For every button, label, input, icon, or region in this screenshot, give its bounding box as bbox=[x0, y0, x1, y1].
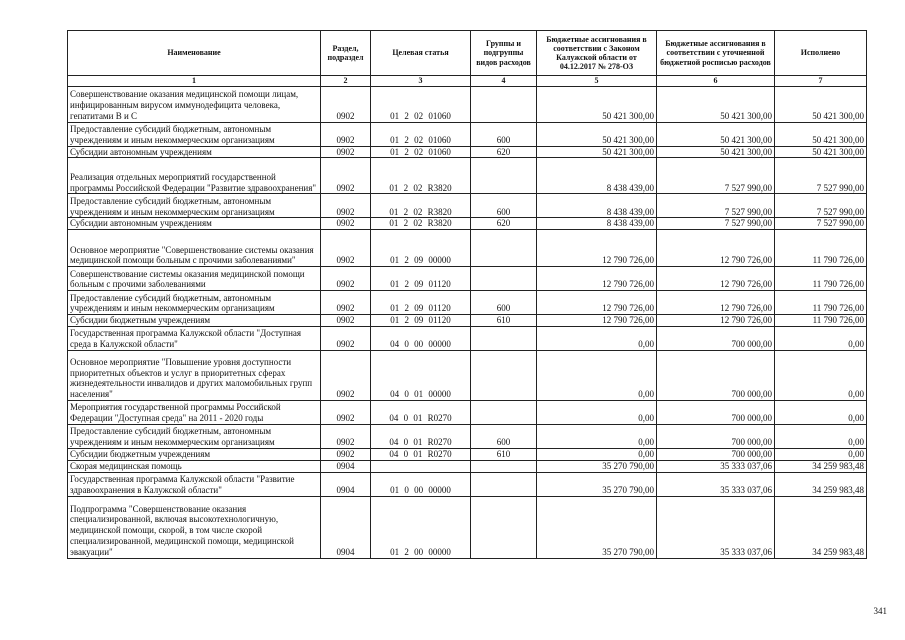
table-row bbox=[68, 86, 867, 122]
table-body bbox=[68, 86, 867, 558]
table-cell-revised: 50 421 300,00 bbox=[657, 146, 775, 158]
table-cell-law: 12 790 726,00 bbox=[537, 291, 657, 315]
table-cell-name: Основное мероприятие "Повышение уровня доступности приоритетных объектов и услуг в приоритетных сферах жизнедеятельности инвалидов и других маломобильных групп населения" bbox=[68, 350, 321, 400]
table-cell-revised: 35 333 037,06 bbox=[657, 460, 775, 472]
colnum-1: 1 bbox=[68, 76, 321, 87]
table-cell-revised: 12 790 726,00 bbox=[657, 291, 775, 315]
table-cell-section: 0902 bbox=[321, 326, 371, 350]
table-cell-name: Предоставление субсидий бюджетным, автономным учреждениям и иным некоммерческим организациям bbox=[68, 194, 321, 218]
colnum-2: 2 bbox=[321, 76, 371, 87]
table-cell-revised: 700 000,00 bbox=[657, 424, 775, 448]
table-cell-target: 04 0 01 R0270 bbox=[371, 448, 471, 460]
table-cell-law: 35 270 790,00 bbox=[537, 472, 657, 496]
table-cell-target: 01 2 02 R3820 bbox=[371, 218, 471, 230]
table-cell-group bbox=[471, 158, 537, 194]
table-cell-target bbox=[371, 460, 471, 472]
table-cell-revised: 700 000,00 bbox=[657, 448, 775, 460]
table-cell-group bbox=[471, 350, 537, 400]
table-row bbox=[68, 122, 867, 146]
table-cell-law: 0,00 bbox=[537, 448, 657, 460]
table-cell-section: 0902 bbox=[321, 230, 371, 267]
table-cell-executed: 0,00 bbox=[775, 326, 867, 350]
table-cell-revised: 12 790 726,00 bbox=[657, 315, 775, 327]
table-cell-section: 0904 bbox=[321, 460, 371, 472]
table-row bbox=[68, 326, 867, 350]
table-cell-name: Реализация отдельных мероприятий государственной программы Российской Федерации "Развитие здравоохранения" bbox=[68, 158, 321, 194]
table-cell-section: 0902 bbox=[321, 424, 371, 448]
table-cell-group: 610 bbox=[471, 315, 537, 327]
table-cell-revised: 50 421 300,00 bbox=[657, 122, 775, 146]
table-cell-executed: 0,00 bbox=[775, 448, 867, 460]
table-row bbox=[68, 424, 867, 448]
header-target: Целевая статья bbox=[371, 31, 471, 76]
table-cell-executed: 7 527 990,00 bbox=[775, 158, 867, 194]
table-cell-name: Основное мероприятие "Совершенствование системы оказания медицинской помощи больным с прочими заболеваниями" bbox=[68, 230, 321, 267]
table-cell-executed: 11 790 726,00 bbox=[775, 315, 867, 327]
table-cell-executed: 0,00 bbox=[775, 424, 867, 448]
table-cell-executed: 34 259 983,48 bbox=[775, 496, 867, 558]
table-cell-group bbox=[471, 86, 537, 122]
table-cell-group: 600 bbox=[471, 291, 537, 315]
table-cell-revised: 700 000,00 bbox=[657, 400, 775, 424]
table-cell-law: 8 438 439,00 bbox=[537, 194, 657, 218]
table-cell-name: Государственная программа Калужской области "Доступная среда в Калужской области" bbox=[68, 326, 321, 350]
table-row bbox=[68, 472, 867, 496]
table-cell-executed: 0,00 bbox=[775, 400, 867, 424]
table-cell-revised: 50 421 300,00 bbox=[657, 86, 775, 122]
colnum-5: 5 bbox=[537, 76, 657, 87]
table-cell-executed: 7 527 990,00 bbox=[775, 218, 867, 230]
table-cell-target: 01 0 00 00000 bbox=[371, 472, 471, 496]
table-cell-name: Совершенствование оказания медицинской помощи лицам, инфицированным вирусом иммунодефицита человека, гепатитами В и С bbox=[68, 86, 321, 122]
colnum-6: 6 bbox=[657, 76, 775, 87]
table-cell-name: Предоставление субсидий бюджетным, автономным учреждениям и иным некоммерческим организациям bbox=[68, 291, 321, 315]
table-cell-name: Подпрограмма "Совершенствование оказания специализированной, включая высокотехнологичную, медицинской помощи, скорой, в том числе скорой специализированной, медицинской помощи, медицинской эвакуации" bbox=[68, 496, 321, 558]
table-cell-section: 0902 bbox=[321, 267, 371, 291]
table-cell-group: 600 bbox=[471, 424, 537, 448]
table-cell-name: Мероприятия государственной программы Российской Федерации "Доступная среда" на 2011 - 2020 годы bbox=[68, 400, 321, 424]
table-cell-revised: 7 527 990,00 bbox=[657, 158, 775, 194]
table-cell-executed: 34 259 983,48 bbox=[775, 472, 867, 496]
table-row bbox=[68, 230, 867, 267]
table-cell-target: 04 0 01 00000 bbox=[371, 350, 471, 400]
table-row bbox=[68, 448, 867, 460]
table-cell-group bbox=[471, 267, 537, 291]
table-cell-section: 0902 bbox=[321, 350, 371, 400]
table-cell-law: 50 421 300,00 bbox=[537, 86, 657, 122]
table-cell-executed: 11 790 726,00 bbox=[775, 267, 867, 291]
colnum-4: 4 bbox=[471, 76, 537, 87]
table-cell-name: Субсидии автономным учреждениям bbox=[68, 218, 321, 230]
table-cell-section: 0902 bbox=[321, 315, 371, 327]
table-cell-executed: 0,00 bbox=[775, 350, 867, 400]
header-name: Наименование bbox=[68, 31, 321, 76]
header-law: Бюджетные ассигнования в соответствии с Законом Калужской области от 04.12.2017 № 278-ОЗ bbox=[537, 31, 657, 76]
table-cell-target: 01 2 09 01120 bbox=[371, 291, 471, 315]
table-row bbox=[68, 291, 867, 315]
table-cell-name: Субсидии автономным учреждениям bbox=[68, 146, 321, 158]
table-cell-group: 620 bbox=[471, 218, 537, 230]
table-cell-law: 12 790 726,00 bbox=[537, 230, 657, 267]
table-row bbox=[68, 194, 867, 218]
table-cell-group bbox=[471, 496, 537, 558]
table-cell-target: 01 2 02 01060 bbox=[371, 146, 471, 158]
table-cell-section: 0902 bbox=[321, 291, 371, 315]
table-cell-target: 01 2 00 00000 bbox=[371, 496, 471, 558]
table-cell-revised: 7 527 990,00 bbox=[657, 218, 775, 230]
table-cell-section: 0902 bbox=[321, 146, 371, 158]
table-cell-group: 600 bbox=[471, 194, 537, 218]
table-cell-executed: 11 790 726,00 bbox=[775, 230, 867, 267]
table-cell-executed: 50 421 300,00 bbox=[775, 86, 867, 122]
table-cell-law: 50 421 300,00 bbox=[537, 122, 657, 146]
table-cell-revised: 35 333 037,06 bbox=[657, 472, 775, 496]
table-cell-group bbox=[471, 472, 537, 496]
table-cell-law: 35 270 790,00 bbox=[537, 460, 657, 472]
table-cell-name: Субсидии бюджетным учреждениям bbox=[68, 448, 321, 460]
table-cell-law: 50 421 300,00 bbox=[537, 146, 657, 158]
table-cell-target: 04 0 01 R0270 bbox=[371, 424, 471, 448]
table-cell-group: 620 bbox=[471, 146, 537, 158]
table-cell-section: 0902 bbox=[321, 400, 371, 424]
table-cell-group: 600 bbox=[471, 122, 537, 146]
table-cell-section: 0902 bbox=[321, 122, 371, 146]
table-cell-law: 8 438 439,00 bbox=[537, 158, 657, 194]
table-cell-law: 12 790 726,00 bbox=[537, 267, 657, 291]
table-cell-revised: 700 000,00 bbox=[657, 350, 775, 400]
table-cell-law: 0,00 bbox=[537, 326, 657, 350]
header-revised: Бюджетные ассигнования в соответствии с уточненной бюджетной росписью расходов bbox=[657, 31, 775, 76]
table-cell-law: 12 790 726,00 bbox=[537, 315, 657, 327]
table-cell-law: 0,00 bbox=[537, 400, 657, 424]
table-cell-section: 0902 bbox=[321, 218, 371, 230]
table-cell-revised: 12 790 726,00 bbox=[657, 267, 775, 291]
table-cell-executed: 7 527 990,00 bbox=[775, 194, 867, 218]
table-row bbox=[68, 350, 867, 400]
table-row bbox=[68, 496, 867, 558]
table-cell-group bbox=[471, 400, 537, 424]
table-cell-revised: 700 000,00 bbox=[657, 326, 775, 350]
table-cell-group: 610 bbox=[471, 448, 537, 460]
table-row bbox=[68, 218, 867, 230]
table-cell-group bbox=[471, 460, 537, 472]
page-number: 341 bbox=[873, 606, 887, 616]
table-cell-name: Предоставление субсидий бюджетным, автономным учреждениям и иным некоммерческим организациям bbox=[68, 424, 321, 448]
table-cell-section: 0904 bbox=[321, 472, 371, 496]
table-cell-target: 01 2 09 01120 bbox=[371, 315, 471, 327]
table-cell-target: 01 2 09 01120 bbox=[371, 267, 471, 291]
table-cell-section: 0902 bbox=[321, 86, 371, 122]
table-cell-name: Скорая медицинская помощь bbox=[68, 460, 321, 472]
table-cell-name: Государственная программа Калужской области "Развитие здравоохранения в Калужской области" bbox=[68, 472, 321, 496]
table-row bbox=[68, 315, 867, 327]
column-numbers-row bbox=[68, 76, 867, 87]
table-row bbox=[68, 158, 867, 194]
table-cell-target: 01 2 09 00000 bbox=[371, 230, 471, 267]
table-row bbox=[68, 400, 867, 424]
table-cell-executed: 11 790 726,00 bbox=[775, 291, 867, 315]
table-cell-target: 01 2 02 01060 bbox=[371, 86, 471, 122]
table-cell-section: 0902 bbox=[321, 158, 371, 194]
table-cell-group bbox=[471, 230, 537, 267]
table-cell-group bbox=[471, 326, 537, 350]
table-cell-section: 0902 bbox=[321, 194, 371, 218]
header-executed: Исполнено bbox=[775, 31, 867, 76]
table-cell-section: 0902 bbox=[321, 448, 371, 460]
table-cell-law: 0,00 bbox=[537, 424, 657, 448]
header-section: Раздел, подраздел bbox=[321, 31, 371, 76]
table-cell-revised: 35 333 037,06 bbox=[657, 496, 775, 558]
table-row bbox=[68, 146, 867, 158]
header-group: Группы и подгруппы видов расходов bbox=[471, 31, 537, 76]
table-cell-executed: 50 421 300,00 bbox=[775, 146, 867, 158]
table-cell-name: Предоставление субсидий бюджетным, автономным учреждениям и иным некоммерческим организациям bbox=[68, 122, 321, 146]
table-cell-law: 35 270 790,00 bbox=[537, 496, 657, 558]
table-cell-executed: 50 421 300,00 bbox=[775, 122, 867, 146]
table-cell-target: 01 2 02 R3820 bbox=[371, 194, 471, 218]
table-cell-executed: 34 259 983,48 bbox=[775, 460, 867, 472]
table-cell-target: 01 2 02 01060 bbox=[371, 122, 471, 146]
table-cell-target: 04 0 01 R0270 bbox=[371, 400, 471, 424]
colnum-3: 3 bbox=[371, 76, 471, 87]
table-cell-name: Субсидии бюджетным учреждениям bbox=[68, 315, 321, 327]
colnum-7: 7 bbox=[775, 76, 867, 87]
table-cell-revised: 12 790 726,00 bbox=[657, 230, 775, 267]
table-row bbox=[68, 267, 867, 291]
table-cell-section: 0904 bbox=[321, 496, 371, 558]
budget-table bbox=[67, 30, 867, 559]
table-cell-target: 01 2 02 R3820 bbox=[371, 158, 471, 194]
table-row bbox=[68, 460, 867, 472]
table-cell-law: 0,00 bbox=[537, 350, 657, 400]
table-cell-target: 04 0 00 00000 bbox=[371, 326, 471, 350]
table-cell-revised: 7 527 990,00 bbox=[657, 194, 775, 218]
table-cell-name: Совершенствование системы оказания медицинской помощи больным с прочими заболеваниями bbox=[68, 267, 321, 291]
table-cell-law: 8 438 439,00 bbox=[537, 218, 657, 230]
